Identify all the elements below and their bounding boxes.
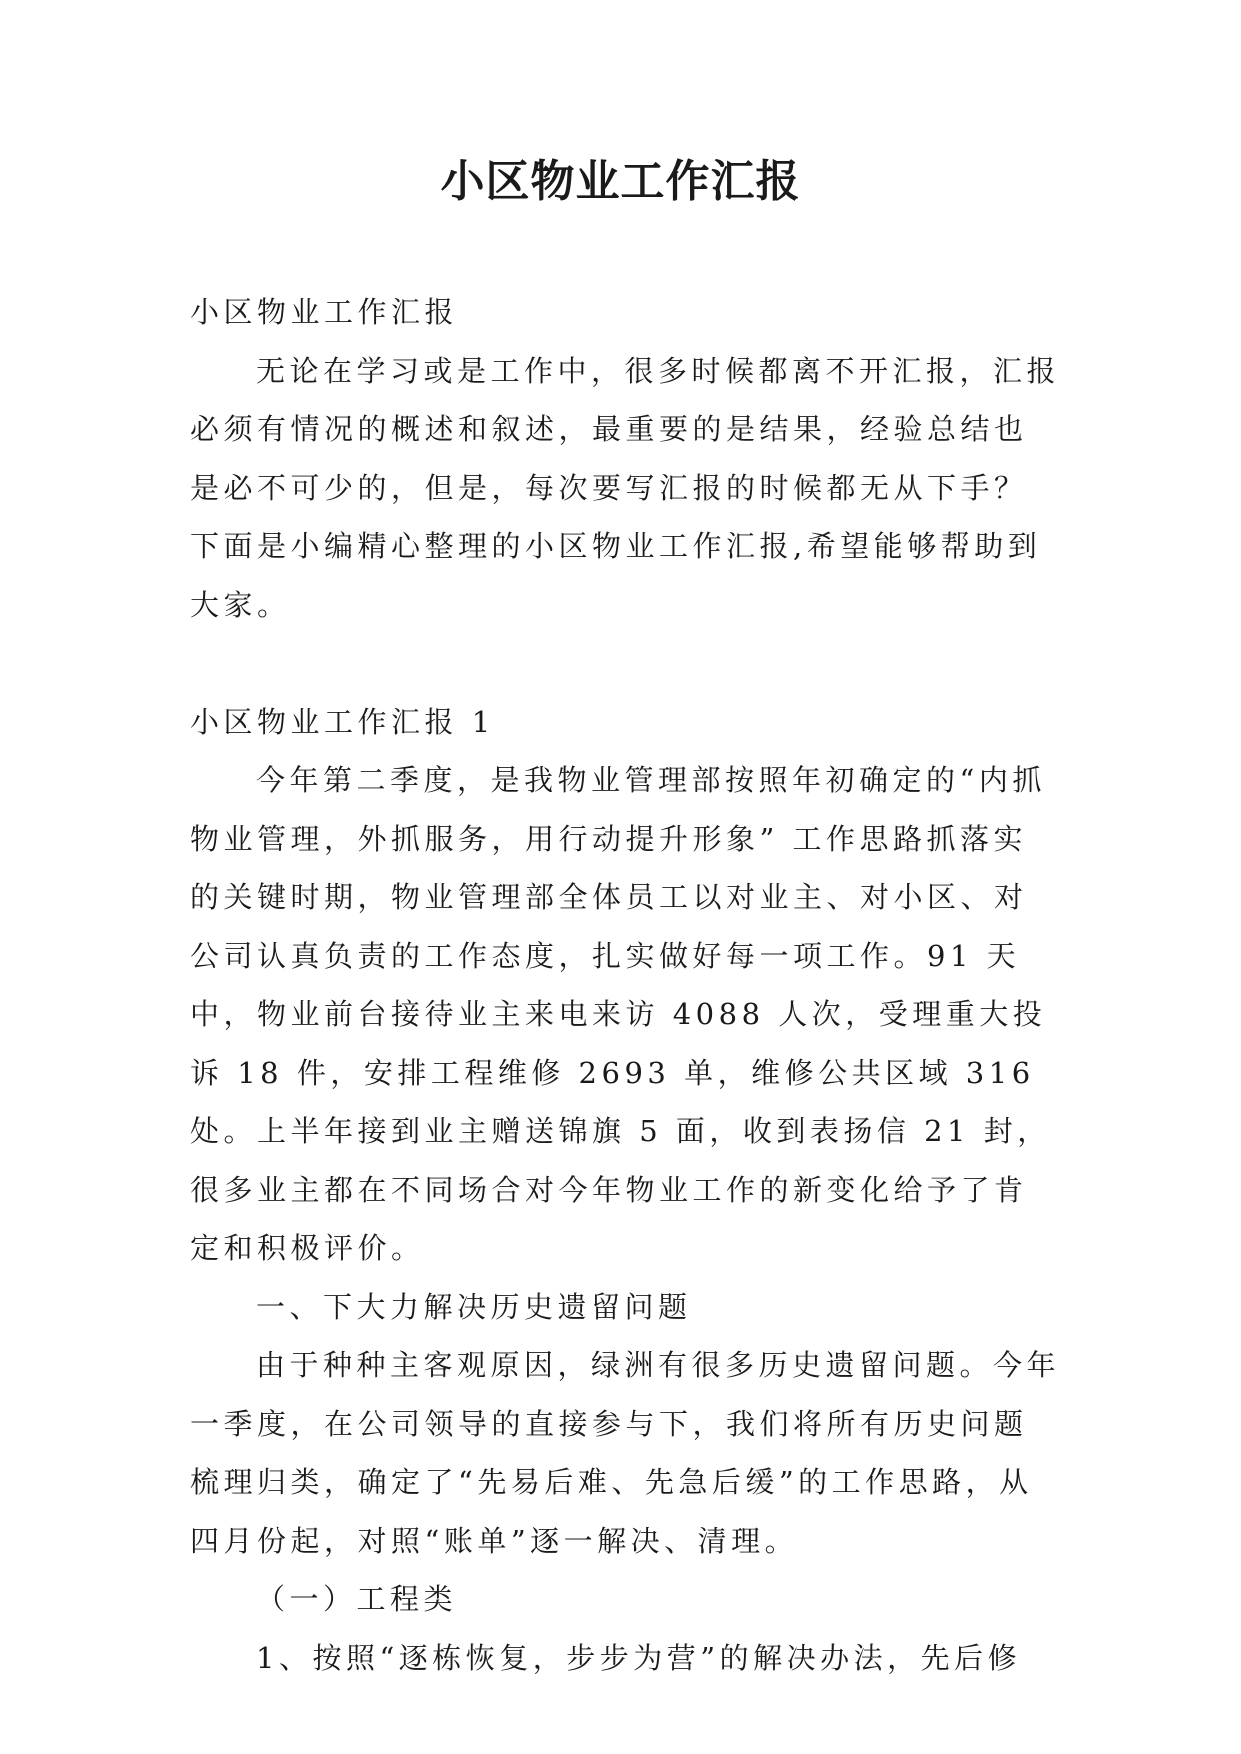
list-item-1: 1、按照“逐栋恢复，步步为营”的解决办法，先后修 — [256, 1640, 1022, 1675]
document-body — [190, 283, 1060, 1687]
subheading-1-paragraph: 由于种种主客观原因，绿洲有很多历史遗留问题。今年一季度，在公司领导的直接参与下，我们将所有历史问题梳理归类，确定了“先易后难、先急后缓”的工作思路，从四月份起，对照“账单”逐一解决、清理。 — [190, 1348, 1061, 1558]
intro-heading: 小区物业工作汇报 — [190, 295, 459, 329]
section-1-heading: 小区物业工作汇报 1 — [190, 704, 495, 739]
subheading-1: 一、下大力解决历史遗留问题 — [256, 1289, 692, 1324]
section-1-paragraph: 今年第二季度，是我物业管理部按照年初确定的“内抓物业管理，外抓服务，用行动提升形象” 工作思路抓落实的关键时期，物业管理部全体员工以对业主、对小区、对公司认真负责的工作态度，扎实做好每一项工作。91 天中，物业前台接待业主来电来访 4088 人次，受理重大投诉 18 件，安排工程维修 2693 单，维修公共区域 316 处。上半年接到业主赠送锦旗 5 面，收到表扬信 21 封，很多业主都在不同场合对今年物业工作的新变化给予了肯定和积极评价。 — [190, 763, 1051, 1265]
document-title: 小区物业工作汇报 — [440, 156, 801, 207]
paragraph-gap — [190, 634, 1060, 693]
intro-paragraph: 无论在学习或是工作中，很多时候都离不开汇报，汇报必须有情况的概述和叙述，最重要的是结果，经验总结也是必不可少的，但是，每次要写汇报的时候都无从下手？下面是小编精心整理的小区物业工作汇报,希望能够帮助到大家。 — [190, 353, 1061, 622]
subheading-1-1: （一）工程类 — [256, 1582, 458, 1616]
